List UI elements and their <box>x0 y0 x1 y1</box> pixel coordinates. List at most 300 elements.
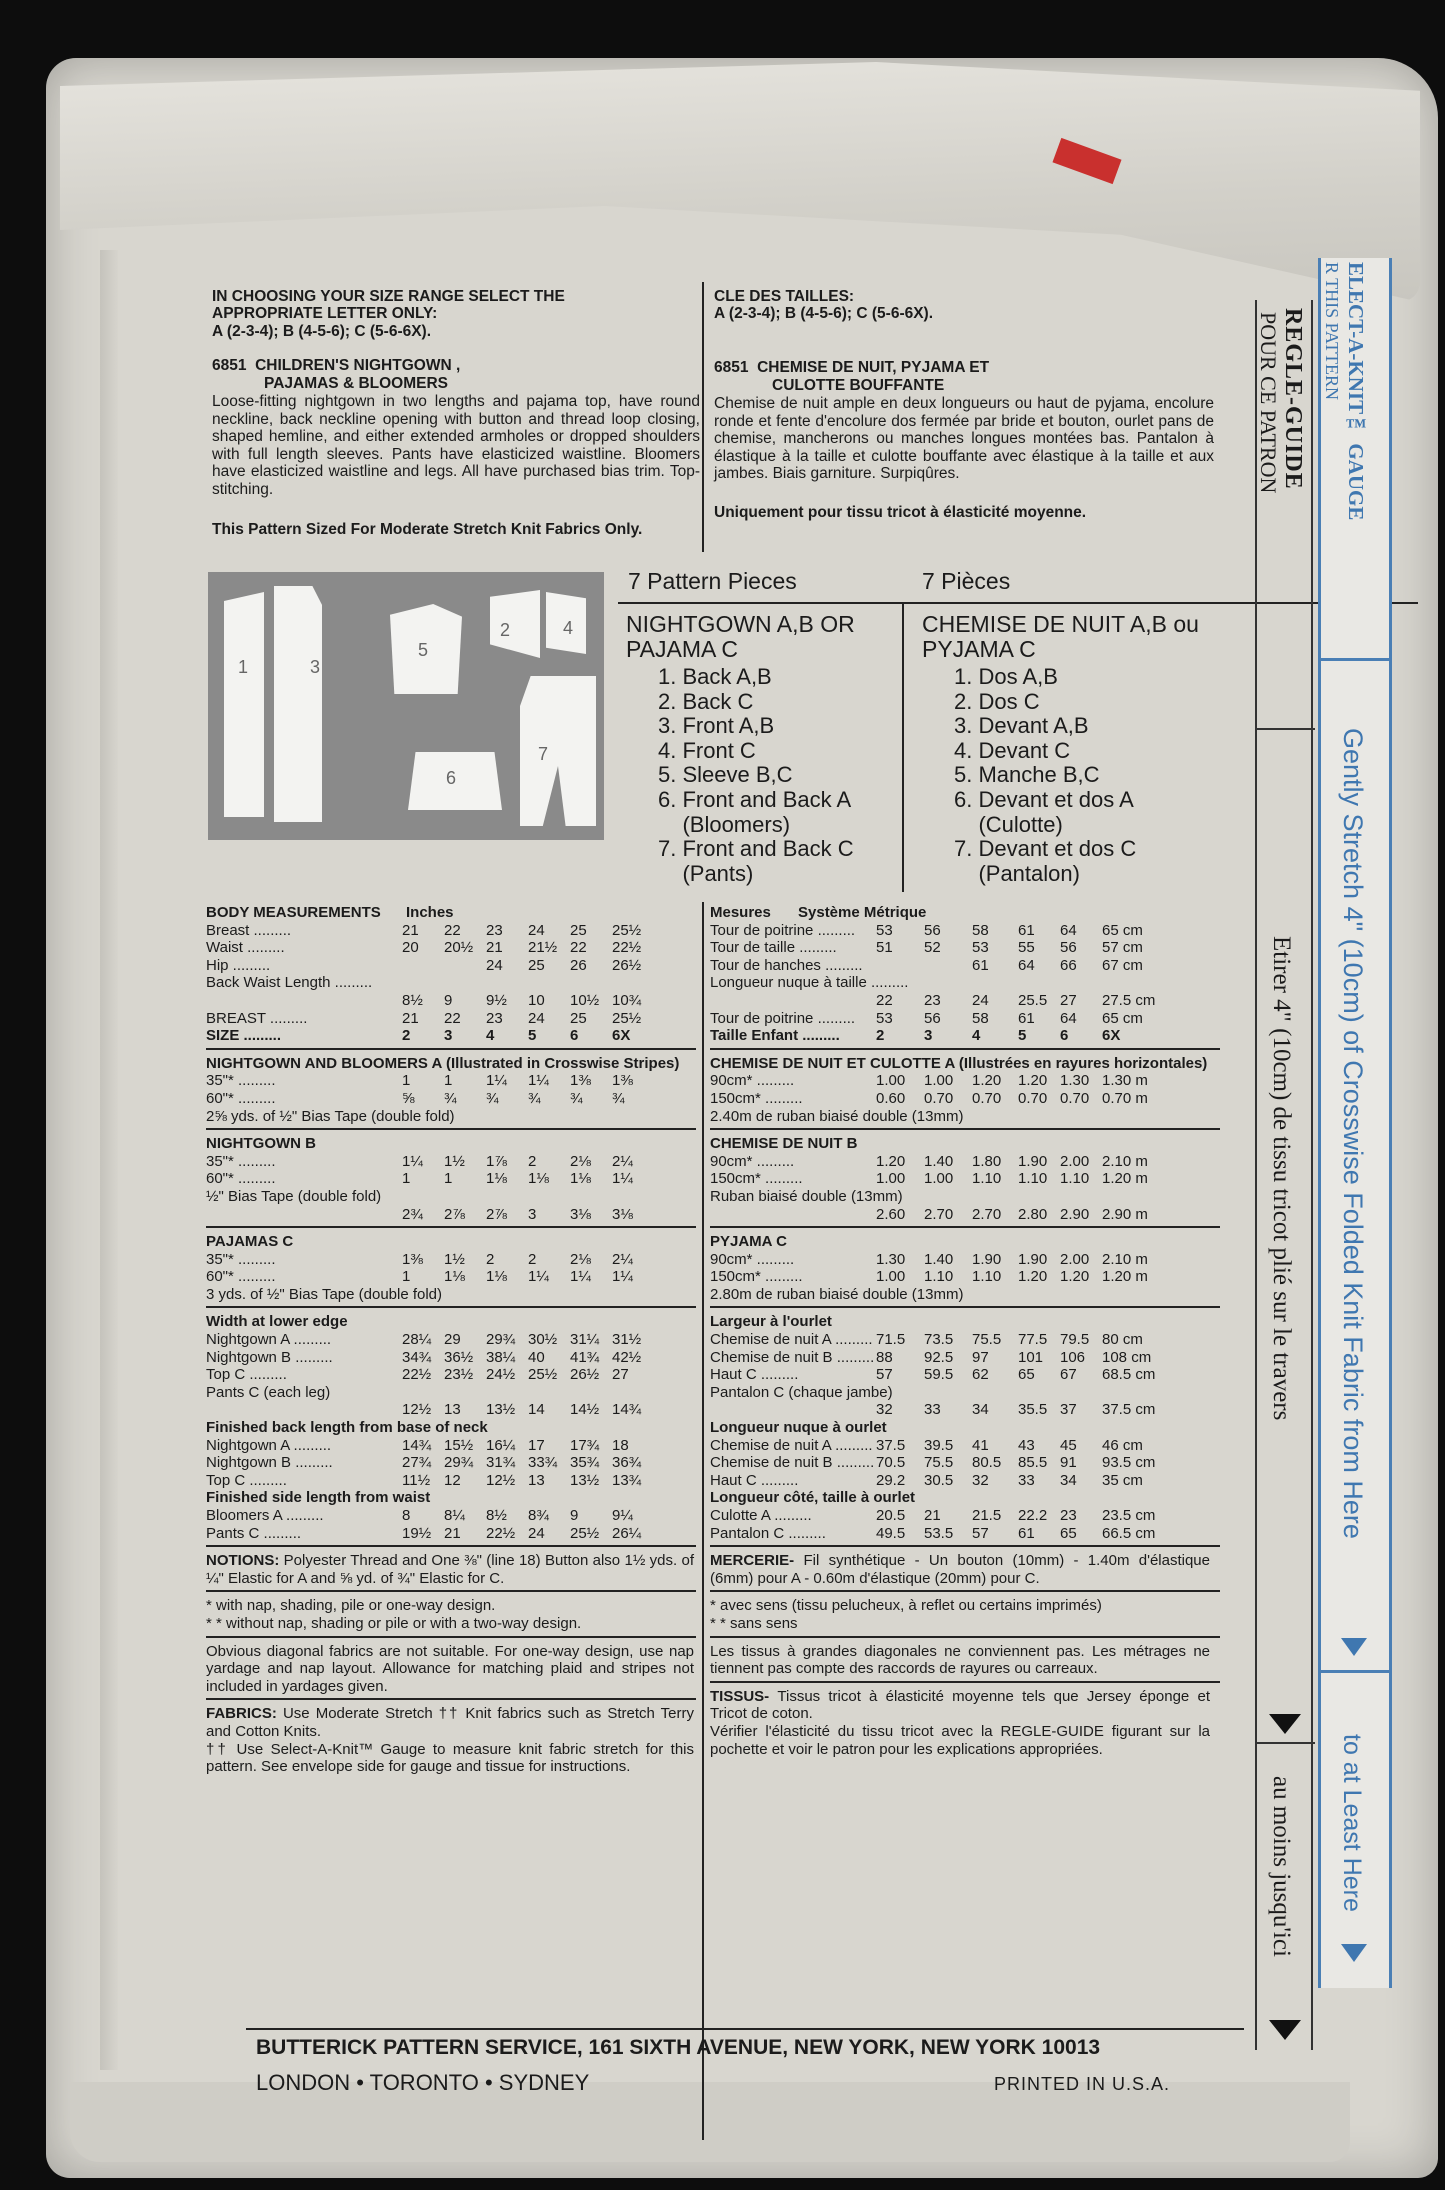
measurement-row <box>710 1027 1220 1045</box>
section-rule <box>710 1545 1220 1547</box>
cell-value: 31½ <box>612 1331 642 1349</box>
cell-value: 58 <box>972 921 989 939</box>
cell-value: 21 <box>402 1009 419 1027</box>
cell-value: 21 <box>444 1524 461 1542</box>
row-label: 60"* ......... <box>206 1268 276 1286</box>
cell-value: 13½ <box>486 1401 516 1419</box>
cell-value: 1.20 m <box>1102 1170 1148 1188</box>
cell-value: 64 <box>1018 956 1035 974</box>
arrow-down-blue-icon-2 <box>1341 1944 1367 1962</box>
cell-value: 4 <box>972 1027 981 1045</box>
cell-value: 37.5 cm <box>1102 1401 1156 1419</box>
cell-value: 1.80 <box>972 1152 1002 1170</box>
cell-value: 1.90 <box>1018 1250 1048 1268</box>
cell-value: 24 <box>528 1009 545 1027</box>
cell-value: ¾ <box>528 1089 541 1107</box>
piece-item: 6. Devant et dos A <box>954 787 1134 812</box>
row-label: Width at lower edge <box>206 1313 348 1331</box>
row-label: Haut C ......... <box>710 1366 799 1384</box>
cell-value: 1.30 <box>1060 1072 1090 1090</box>
piece-item: 1. Back A,B <box>658 664 772 689</box>
row-label: Nightgown A ......... <box>206 1331 332 1349</box>
cell-value: 1⅜ <box>402 1250 423 1268</box>
cell-value: 10¾ <box>612 991 642 1009</box>
cell-value: 1.00 <box>924 1072 954 1090</box>
cell-value: 3 <box>444 1027 453 1045</box>
cell-value: 1½ <box>444 1152 465 1170</box>
cell-value: 2.70 <box>972 1205 1002 1223</box>
cell-value: 1¼ <box>528 1072 549 1090</box>
cell-value: 8¾ <box>528 1507 549 1524</box>
cell-value: ¾ <box>570 1089 583 1107</box>
cell-value: 57 <box>972 1524 989 1542</box>
cell-value: 2¼ <box>612 1152 633 1170</box>
cell-value: 21½ <box>528 939 558 957</box>
row-label: Haut C ......... <box>710 1471 799 1489</box>
piece-heading-line: CHEMISE DE NUIT A,B ou <box>922 611 1199 637</box>
cell-value: 27.5 cm <box>1102 991 1156 1009</box>
cell-value: 58 <box>972 1009 989 1027</box>
cities: LONDON • TORONTO • SYDNEY <box>256 2070 590 2095</box>
measurement-row <box>206 1027 696 1045</box>
row-label: Pantalon C (chaque jambe) <box>710 1383 893 1401</box>
cell-value: 24 <box>486 956 503 974</box>
cell-value: 1.00 <box>924 1170 954 1188</box>
section-rule <box>206 1306 696 1308</box>
cell-value: 21 <box>402 921 419 939</box>
yardage-row <box>206 1268 696 1286</box>
cell-value: 64 <box>1060 1009 1077 1027</box>
row-label: Bloomers A ......... <box>206 1507 324 1524</box>
section-rule <box>206 1048 696 1050</box>
cell-value: 18 <box>612 1436 629 1454</box>
cell-value: 14 <box>528 1401 545 1419</box>
finished-row <box>206 1525 696 1543</box>
cell-value: 23 <box>486 921 503 939</box>
piece-item: 5. Sleeve B,C <box>658 762 793 788</box>
cell-value: 22½ <box>402 1366 432 1384</box>
row-label: Pants C ......... <box>206 1524 302 1542</box>
notions-en: NOTIONS: Polyester Thread and One ⅜" (line 18) Button also 1½ yds. of ¼" Elastic for A and ⅝ yd. of ¾" Elastic for C. <box>206 1552 694 1587</box>
row-label: Ruban biaisé double (13mm) <box>710 1187 903 1205</box>
etirer-instruction: Etirer 4" (10cm) de tissu tricot plié sur le travers <box>1268 936 1295 1421</box>
cell-value: 1⅛ <box>444 1268 465 1286</box>
cell-value: 1.20 <box>972 1072 1002 1090</box>
finished-row <box>710 1313 1220 1331</box>
row-label: SIZE ......... <box>206 1027 282 1045</box>
row-label: BREAST ......... <box>206 1009 308 1027</box>
measurements-table-en <box>206 904 696 1776</box>
diagonal-note: Obvious diagonal fabrics are not suitable. For one-way design, use nap yardage and nap layout. Allowance for matching plaid and stripes not included in yardages given. <box>206 1642 694 1695</box>
finished-row <box>710 1331 1220 1349</box>
size-letters-en: A (2-3-4); B (4-5-6); C (5-6-6X). <box>212 323 432 340</box>
cell-value: 30.5 <box>924 1471 954 1489</box>
cell-value: 1.10 <box>1060 1170 1090 1188</box>
row-label: 90cm* ......... <box>710 1072 795 1090</box>
cell-value: 14¾ <box>402 1436 432 1454</box>
cell-value: 41 <box>972 1436 989 1454</box>
cell-value: 1.10 <box>1018 1170 1048 1188</box>
cell-value: 34¾ <box>402 1348 432 1366</box>
cell-value: 0.70 <box>1060 1089 1090 1107</box>
nap-note-2: * * without nap, shading or pile or with a two-way design. <box>206 1614 582 1632</box>
piece-count-fr: 7 Pièces <box>922 568 1011 594</box>
cell-value: 25 <box>570 921 587 939</box>
cell-value: 6 <box>1060 1027 1069 1045</box>
cell-value: 3 <box>924 1027 933 1045</box>
yardage-row <box>206 1170 696 1188</box>
cell-value: 40 <box>528 1348 545 1366</box>
arrow-down-icon-2 <box>1269 2020 1301 2040</box>
cell-value: 29¾ <box>444 1454 474 1472</box>
cell-value: 33 <box>1018 1471 1035 1489</box>
choosing-heading-2: APPROPRIATE LETTER ONLY: <box>212 305 438 322</box>
measurement-row <box>206 922 696 940</box>
cell-value: 45 <box>1060 1436 1077 1454</box>
cell-value: 25½ <box>570 1524 600 1542</box>
cell-value: 91 <box>1060 1454 1077 1472</box>
section-rule <box>710 1636 1220 1638</box>
cell-value: 1 <box>402 1072 411 1090</box>
cell-value: 31¼ <box>570 1331 600 1349</box>
section-rule <box>710 1590 1220 1592</box>
row-label: Largeur à l'ourlet <box>710 1313 832 1331</box>
row-label: Chemise de nuit B ......... <box>710 1454 875 1472</box>
cell-value: 1.20 m <box>1102 1268 1148 1286</box>
measurements-heading: BODY MEASUREMENTS Inches <box>206 904 454 921</box>
finished-row <box>710 1401 1220 1419</box>
cell-value: 65 cm <box>1102 1009 1143 1027</box>
cell-value: 1.20 <box>1018 1072 1048 1090</box>
row-label: Chemise de nuit B ......... <box>710 1348 875 1366</box>
section-rule <box>206 1698 696 1700</box>
cell-value: 80 cm <box>1102 1331 1143 1349</box>
cell-value: 2⅛ <box>570 1152 591 1170</box>
cell-value: 29¾ <box>486 1331 516 1349</box>
cell-value: 53 <box>972 939 989 957</box>
piece-item: 1. Dos A,B <box>954 664 1058 689</box>
arrow-down-icon <box>1269 1714 1301 1734</box>
piece-item: 3. Devant A,B <box>954 713 1089 739</box>
measurements-heading: Mesures Système Métrique <box>710 904 927 921</box>
finished-row <box>206 1331 696 1349</box>
piece-item: 7. Front and Back C <box>658 836 854 862</box>
cell-value: 79.5 <box>1060 1331 1090 1349</box>
cell-value: 1⅛ <box>528 1170 549 1188</box>
cell-value: 20.5 <box>876 1507 906 1524</box>
cell-value: 9 <box>444 991 453 1009</box>
cell-value: 9 <box>570 1507 579 1524</box>
fabrics-fr: TISSUS- Tissus tricot à élasticité moyenne tels que Jersey éponge et Tricot de coton. <box>710 1687 1210 1723</box>
cell-value: 22 <box>876 991 893 1009</box>
cell-value: 36¾ <box>612 1454 642 1472</box>
cell-value: 70.5 <box>876 1454 906 1472</box>
yardage-title: CHEMISE DE NUIT ET CULOTTE A (Illustrées en rayures horizontales) <box>710 1054 1208 1072</box>
row-label: Chemise de nuit A ......... <box>710 1331 873 1349</box>
finished-row <box>206 1313 696 1331</box>
cell-value: 1⅛ <box>486 1268 507 1286</box>
cell-value: 101 <box>1018 1348 1044 1366</box>
section-rule <box>710 1048 1220 1050</box>
cell-value: 1.40 <box>924 1250 954 1268</box>
finished-row <box>710 1384 1220 1402</box>
row-label: ½" Bias Tape (double fold) <box>206 1187 382 1205</box>
footer-rule <box>246 2028 1244 2030</box>
cell-value: 1.00 <box>876 1072 906 1090</box>
cell-value: 25½ <box>528 1366 558 1384</box>
cell-value: 1 <box>444 1170 453 1188</box>
finished-row <box>206 1489 696 1507</box>
piece-heading-line: PAJAMA C <box>626 636 739 662</box>
company-address: BUTTERICK PATTERN SERVICE, 161 SIXTH AVENUE, NEW YORK, NEW YORK 10013 <box>256 2036 1101 2059</box>
finished-row <box>710 1366 1220 1384</box>
cell-value: 1.10 <box>924 1268 954 1286</box>
gauge-least-text: to at Least Here <box>1338 1734 1366 1912</box>
cell-value: 32 <box>972 1471 989 1489</box>
choosing-heading: IN CHOOSING YOUR SIZE RANGE SELECT THE <box>212 288 565 305</box>
table-divider <box>702 902 704 2140</box>
cell-value: 26¼ <box>612 1524 642 1542</box>
cell-value: 37.5 <box>876 1436 906 1454</box>
cell-value: 93.5 cm <box>1102 1454 1156 1472</box>
yardage-row <box>710 1170 1220 1188</box>
cell-value: 108 cm <box>1102 1348 1152 1366</box>
measurement-row <box>710 939 1220 957</box>
cell-value: 1¼ <box>528 1268 549 1286</box>
nap-note-2: * * sans sens <box>710 1614 798 1632</box>
fabrics-en: FABRICS: Use Moderate Stretch †† Knit fabrics such as Stretch Terry and Cotton Knits. <box>206 1705 695 1740</box>
piece-item: 4. Devant C <box>954 737 1071 763</box>
cell-value: 25 <box>528 956 545 974</box>
diagonal-note: Les tissus à grandes diagonales ne conviennent pas. Les métrages ne tiennent pas compte des raccords de rayures ou carreaux. <box>710 1642 1210 1678</box>
cell-value: 11½ <box>402 1471 431 1489</box>
row-label: Taille Enfant ......... <box>710 1027 840 1045</box>
yardage-row <box>710 1268 1220 1286</box>
cell-value: 10 <box>528 991 545 1009</box>
cell-value: 75.5 <box>924 1454 954 1472</box>
row-label: Top C ......... <box>206 1471 287 1489</box>
cell-value: 49.5 <box>876 1524 906 1542</box>
cell-value: 14½ <box>570 1401 600 1419</box>
cell-value: 1.20 <box>876 1152 906 1170</box>
cell-value: 56 <box>924 1009 941 1027</box>
yardage-row <box>710 1251 1220 1269</box>
finished-row <box>206 1507 696 1525</box>
pattern-pieces-diagram: 1 3 5 2 4 6 7 <box>208 572 604 840</box>
cell-value: 28¼ <box>402 1331 432 1349</box>
cell-value: 26 <box>570 956 587 974</box>
cell-value: 1.40 <box>924 1152 954 1170</box>
yardage-row <box>710 1108 1220 1126</box>
cell-value: 22 <box>570 939 587 957</box>
finished-row <box>710 1419 1220 1437</box>
cell-value: 25.5 <box>1018 991 1048 1009</box>
regle-guide-label: REGLE-GUIDE <box>1280 308 1306 490</box>
cell-value: 65 cm <box>1102 921 1143 939</box>
cell-value: 1.20 <box>1060 1268 1090 1286</box>
cell-value: 73.5 <box>924 1331 954 1349</box>
yardage-row <box>206 1286 696 1304</box>
yardage-title: PYJAMA C <box>710 1233 787 1251</box>
cell-value: 2¼ <box>612 1250 633 1268</box>
row-label: Nightgown A ......... <box>206 1436 332 1454</box>
section-rule <box>206 1636 696 1638</box>
row-label: Tour de hanches ......... <box>710 956 863 974</box>
cell-value: 2.10 m <box>1102 1250 1148 1268</box>
cell-value: 57 cm <box>1102 939 1143 957</box>
cell-value: 34 <box>972 1401 989 1419</box>
cell-value: 39.5 <box>924 1436 954 1454</box>
row-label: 90cm* ......... <box>710 1250 795 1268</box>
regle-guide-tab <box>1255 300 1313 2050</box>
cell-value: 1⅛ <box>570 1170 591 1188</box>
cell-value: 1.10 <box>972 1170 1002 1188</box>
cell-value: 2 <box>402 1027 411 1045</box>
style-title-en-2: PAJAMAS & BLOOMERS <box>264 375 449 392</box>
style-title-en-1: 6851 CHILDREN'S NIGHTGOWN , <box>212 357 461 374</box>
cell-value: 97 <box>972 1348 989 1366</box>
cell-value: 56 <box>1060 939 1077 957</box>
cell-value: 13¾ <box>612 1471 642 1489</box>
cell-value: 2 <box>486 1250 495 1268</box>
measurement-row <box>710 992 1220 1010</box>
finished-row <box>710 1454 1220 1472</box>
cell-value: 0.70 <box>972 1089 1002 1107</box>
cell-value: 32 <box>876 1401 893 1419</box>
finished-row <box>710 1349 1220 1367</box>
cell-value: 6 <box>570 1027 579 1045</box>
cell-value: 21 <box>486 939 503 957</box>
cell-value: 10½ <box>570 991 600 1009</box>
cell-value: 2.00 <box>1060 1250 1090 1268</box>
cell-value: 36½ <box>444 1348 474 1366</box>
finished-row <box>206 1384 696 1402</box>
cell-value: 77.5 <box>1018 1331 1048 1349</box>
row-label: Nightgown B ......... <box>206 1348 333 1366</box>
measurement-row <box>710 974 1220 992</box>
pieces-divider <box>902 604 904 892</box>
yardage-row <box>206 1153 696 1171</box>
piece-item: 7. Devant et dos C <box>954 836 1137 862</box>
cell-value: 15½ <box>444 1436 474 1454</box>
cell-value: 24½ <box>486 1366 516 1384</box>
cell-value: 13 <box>528 1471 545 1489</box>
cell-value: 31¾ <box>486 1454 516 1472</box>
cell-value: 4 <box>486 1027 495 1045</box>
row-label: 60"* ......... <box>206 1170 276 1188</box>
gauge-subtitle: R THIS PATTERN <box>1322 262 1342 401</box>
yardage-row <box>710 1206 1220 1224</box>
cell-value: 27 <box>1060 991 1077 1009</box>
cell-value: 2¾ <box>402 1205 423 1223</box>
measurement-row <box>206 974 696 992</box>
section-rule <box>710 1226 1220 1228</box>
cell-value: 5 <box>1018 1027 1027 1045</box>
cell-value: 12½ <box>486 1471 516 1489</box>
cell-value: 1⅛ <box>486 1170 507 1188</box>
finished-row <box>206 1401 696 1419</box>
finished-row <box>206 1366 696 1384</box>
row-label: Pantalon C ......... <box>710 1524 826 1542</box>
cell-value: 16¼ <box>486 1436 516 1454</box>
yardage-title: NIGHTGOWN AND BLOOMERS A (Illustrated in Crosswise Stripes) <box>206 1054 680 1072</box>
cell-value: 3 <box>528 1205 537 1223</box>
size-letters-fr: A (2-3-4); B (4-5-6); C (5-6-6X). <box>714 305 934 322</box>
cell-value: 17 <box>528 1436 545 1454</box>
style-title-fr-2: CULOTTE BOUFFANTE <box>772 377 945 394</box>
piece-count-en: 7 Pattern Pieces <box>628 568 797 594</box>
row-label: Pants C (each leg) <box>206 1383 331 1401</box>
cell-value: 2.90 <box>1060 1205 1090 1223</box>
cell-value: 1⅞ <box>486 1152 507 1170</box>
yardage-row <box>206 1072 696 1090</box>
cell-value: 64 <box>1060 921 1077 939</box>
cell-value: 22 <box>444 921 461 939</box>
finished-row <box>710 1507 1220 1525</box>
cell-value: 1.00 <box>876 1170 906 1188</box>
cell-value: 22½ <box>612 939 642 957</box>
measurement-row <box>206 939 696 957</box>
section-rule <box>206 1590 696 1592</box>
yardage-row <box>206 1108 696 1126</box>
cell-value: 85.5 <box>1018 1454 1048 1472</box>
cell-value: 12½ <box>402 1401 432 1419</box>
printed-in: PRINTED IN U.S.A. <box>994 2074 1171 2094</box>
cell-value: 2.60 <box>876 1205 906 1223</box>
row-label: 2⅝ yds. of ½" Bias Tape (double fold) <box>206 1107 455 1125</box>
cell-value: 22 <box>444 1009 461 1027</box>
row-label: 2.80m de ruban biaisé double (13mm) <box>710 1285 964 1303</box>
cell-value: 19½ <box>402 1524 432 1542</box>
row-label: 3 yds. of ½" Bias Tape (double fold) <box>206 1285 443 1303</box>
cell-value: 21 <box>924 1507 941 1524</box>
measurement-row <box>206 1010 696 1028</box>
row-label: Tour de taille ......... <box>710 939 837 957</box>
finished-row <box>206 1349 696 1367</box>
header-divider <box>702 282 704 552</box>
cell-value: 24 <box>528 1524 545 1542</box>
cell-value: 53 <box>876 921 893 939</box>
section-rule <box>206 1226 696 1228</box>
cell-value: 2.00 <box>1060 1152 1090 1170</box>
cell-value: 1¼ <box>612 1268 633 1286</box>
yardage-row <box>206 1090 696 1108</box>
cell-value: 23 <box>1060 1507 1077 1524</box>
cell-value: 1¼ <box>486 1072 507 1090</box>
cell-value: 2 <box>876 1027 885 1045</box>
cell-value: 59.5 <box>924 1366 954 1384</box>
cell-value: 1.10 <box>972 1268 1002 1286</box>
cell-value: 42½ <box>612 1348 642 1366</box>
cell-value: 51 <box>876 939 893 957</box>
cell-value: 2.90 m <box>1102 1205 1148 1223</box>
cell-value: 67 <box>1060 1366 1077 1384</box>
piece-heading-line: PYJAMA C <box>922 636 1036 662</box>
cell-value: 65 <box>1060 1524 1077 1542</box>
cell-value: 30½ <box>528 1331 558 1349</box>
piece-item: 2. Back C <box>658 688 754 714</box>
row-label: Nightgown B ......... <box>206 1454 333 1472</box>
cell-value: 2 <box>528 1152 537 1170</box>
cell-value: 62 <box>972 1366 989 1384</box>
pour-ce-patron: POUR CE PATRON <box>1256 312 1281 494</box>
cell-value: 24 <box>528 921 545 939</box>
cell-value: 0.60 <box>876 1089 906 1107</box>
cell-value: 80.5 <box>972 1454 1002 1472</box>
yardage-row <box>710 1286 1220 1304</box>
cell-value: 1.90 <box>1018 1152 1048 1170</box>
cell-value: 2.10 m <box>1102 1152 1148 1170</box>
